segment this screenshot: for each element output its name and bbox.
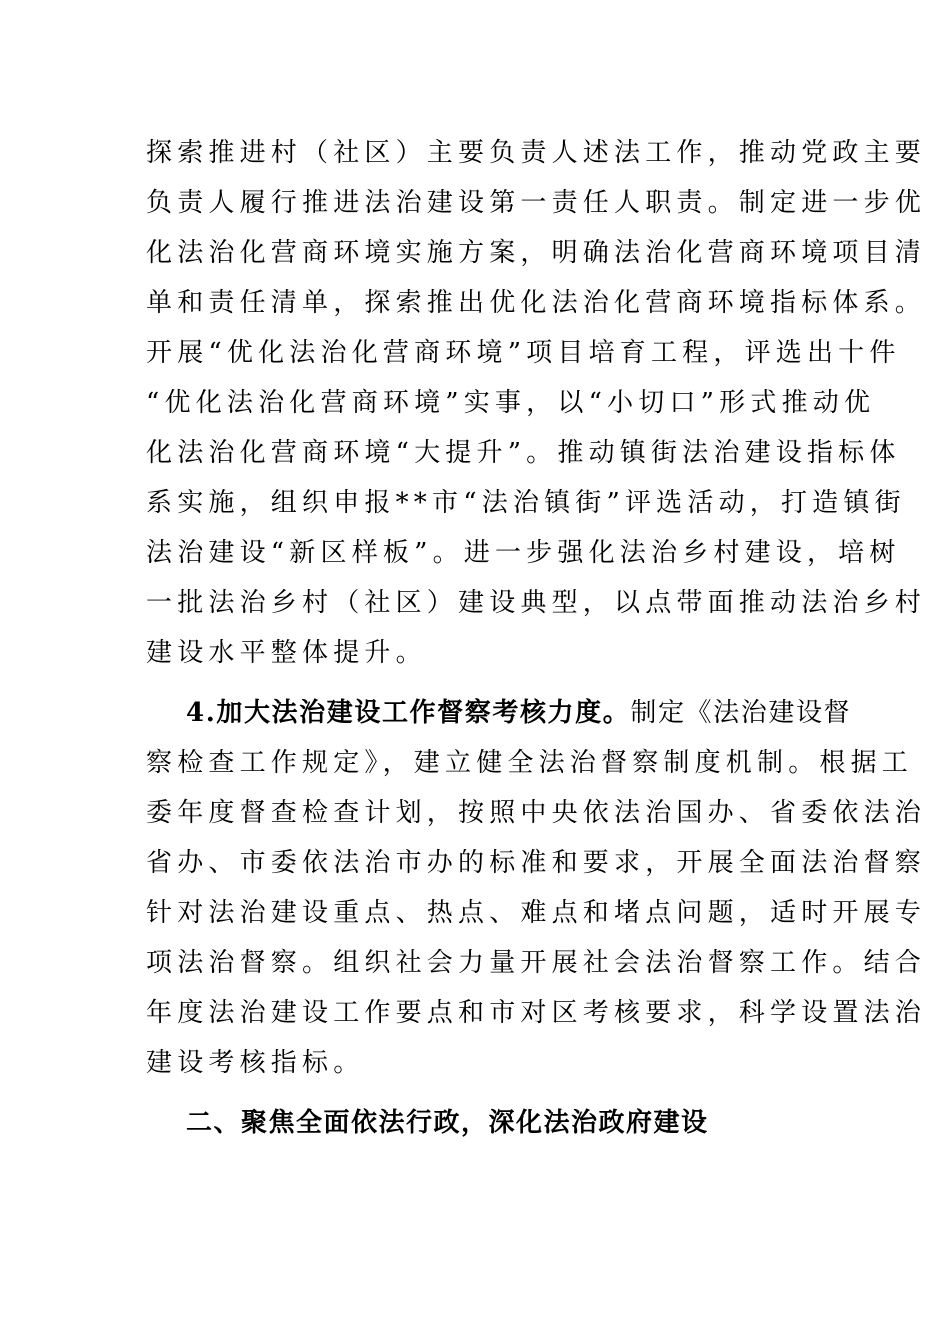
paragraph-line: 单和责任清单，探索推出优化法治化营商环境指标体系。 bbox=[146, 288, 927, 318]
paragraph-lead-heading: 4.加大法治建设工作督察考核力度。 bbox=[186, 698, 631, 728]
paragraph-line: 建设考核指标。 bbox=[146, 1048, 365, 1078]
paragraph-line: 一批法治乡村（社区）建设典型，以点带面推动法治乡村 bbox=[146, 588, 927, 618]
paragraph-line: 省办、市委依法治市办的标准和要求，开展全面法治督察 bbox=[146, 848, 927, 878]
paragraph-line: 探索推进村（社区）主要负责人述法工作，推动党政主要 bbox=[146, 138, 927, 168]
section-heading: 二、聚焦全面依法行政，深化法治政府建设 bbox=[186, 1108, 709, 1138]
paragraph-line: 化法治化营商环境实施方案，明确法治化营商环境项目清 bbox=[146, 238, 927, 268]
paragraph-line: 化法治化营商环境“大提升”。推动镇街法治建设指标体 bbox=[146, 438, 901, 468]
paragraph-line: 建设水平整体提升。 bbox=[146, 638, 427, 668]
paragraph-line: “优化法治化营商环境”实事，以“小切口”形式推动优 bbox=[146, 388, 876, 418]
paragraph-line: 委年度督查检查计划，按照中央依法治国办、省委依法治 bbox=[146, 798, 927, 828]
paragraph-line: 法治建设“新区样板”。进一步强化法治乡村建设，培树 bbox=[146, 538, 901, 568]
paragraph-line: 察检查工作规定》，建立健全法治督察制度机制。根据工 bbox=[146, 748, 914, 778]
paragraph-line: 负责人履行推进法治建设第一责任人职责。制定进一步优 bbox=[146, 188, 927, 218]
paragraph-lead-text: 制定《法治建设督 bbox=[630, 698, 852, 728]
paragraph-line: 开展“优化法治化营商环境”项目培育工程，评选出十件 bbox=[146, 338, 901, 368]
paragraph-first-line bbox=[186, 696, 851, 730]
paragraph-line: 系实施，组织申报**市“法治镇街”评选活动，打造镇街 bbox=[146, 488, 906, 518]
paragraph-line: 项法治督察。组织社会力量开展社会法治督察工作。结合 bbox=[146, 948, 927, 978]
paragraph-line: 针对法治建设重点、热点、难点和堵点问题，适时开展专 bbox=[146, 898, 927, 928]
paragraph-line: 年度法治建设工作要点和市对区考核要求，科学设置法治 bbox=[146, 998, 927, 1028]
